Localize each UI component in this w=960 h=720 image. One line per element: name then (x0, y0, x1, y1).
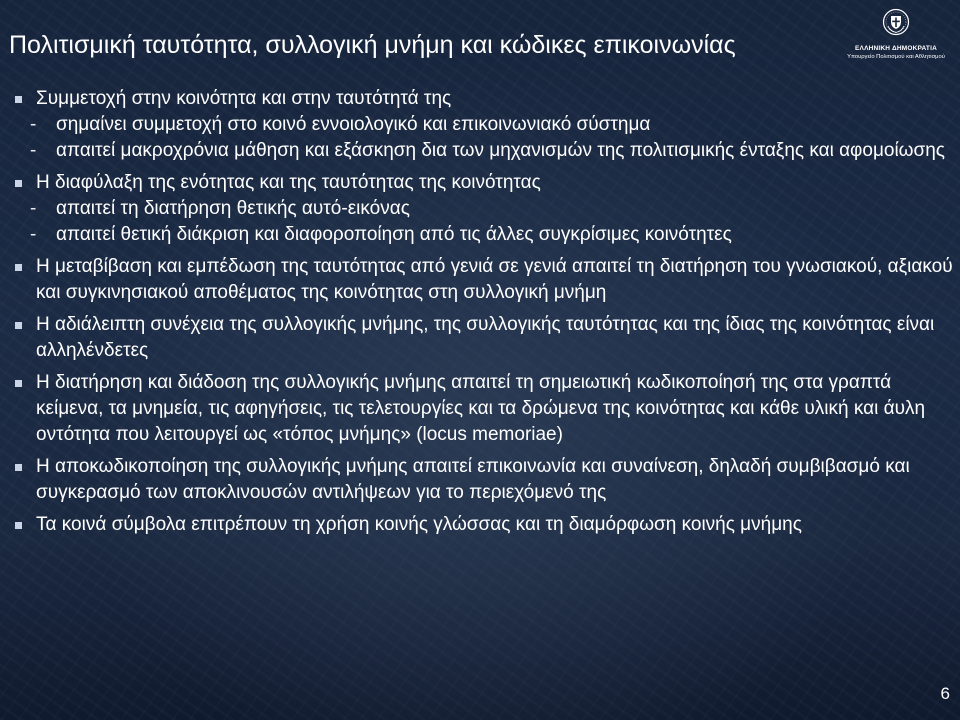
dash-bullet-icon: - (30, 224, 37, 245)
sub-bullet-text: απαιτεί μακροχρόνια μάθηση και εξάσκηση δια των μηχανισμών της πολιτισμικής ένταξης και αφομοίωσης (56, 140, 945, 161)
dash-bullet-icon: - (30, 114, 37, 135)
bullet-item (10, 86, 955, 112)
bullet-text: Η αποκωδικοποίηση της συλλογικής μνήμης απαιτεί επικοινωνία και συναίνεση, δηλαδή συμβιβασμό και συγκερασμό των αποκλινουσών αντιλήψεων για το περιεχόμενό της (36, 456, 910, 503)
sub-bullet-item (10, 138, 955, 164)
ministry-logo (838, 8, 954, 68)
page-number: 6 (940, 684, 950, 703)
sub-bullet-item (10, 196, 955, 222)
bullet-item (10, 370, 955, 448)
bullet-text: Η μεταβίβαση και εμπέδωση της ταυτότητας από γενιά σε γενιά απαιτεί τη διατήρηση του γνωσιακού, αξιακού και συγκινησιακού αποθέματος της κοινότητας στη συλλογική μνήμη (36, 256, 953, 303)
bullet-item (10, 254, 955, 306)
dash-bullet-icon: - (30, 198, 37, 219)
bullet-item (10, 512, 955, 538)
slide-title: Πολιτισμική ταυτότητα, συλλογική μνήμη και κώδικες επικοινωνίας (9, 31, 736, 59)
sub-bullet-text: απαιτεί τη διατήρηση θετικής αυτό-εικόνας (56, 198, 410, 219)
square-bullet-icon (15, 264, 22, 271)
bullet-text: Συμμετοχή στην κοινότητα και στην ταυτότητά της (36, 88, 452, 109)
square-bullet-icon (15, 464, 22, 471)
square-bullet-icon (15, 322, 22, 329)
slide-body (10, 86, 955, 538)
bullet-text: Η διατήρηση και διάδοση της συλλογικής μνήμης απαιτεί τη σημειωτική κωδικοποίησή της στα γραπτά κείμενα, τα μνημεία, τις αφηγήσεις, τις τελετουργίες και τα δρώμενα της κοινότητας και κάθε υλική και άυλη οντότητα που λειτουργεί ως «τόπος μνήμης» (locus memoriae) (36, 372, 926, 445)
sub-bullet-text: απαιτεί θετική διάκριση και διαφοροποίηση από τις άλλες συγκρίσιμες κοινότητες (56, 224, 732, 245)
logo-text-ministry: Υπουργείο Πολιτισμού και Αθλητισμού (847, 54, 945, 60)
square-bullet-icon (15, 380, 22, 387)
bullet-text: Η αδιάλειπτη συνέχεια της συλλογικής μνήμης, της συλλογικής ταυτότητας και της ίδιας της κοινότητας είναι αλληλένδετες (36, 314, 935, 361)
square-bullet-icon (15, 96, 22, 103)
hellenic-republic-emblem-icon (882, 8, 910, 36)
sub-bullet-item (10, 112, 955, 138)
bullet-item (10, 454, 955, 506)
bullet-item (10, 312, 955, 364)
dash-bullet-icon: - (30, 140, 37, 161)
square-bullet-icon (15, 522, 22, 529)
square-bullet-icon (15, 180, 22, 187)
bullet-text: Τα κοινά σύμβολα επιτρέπουν τη χρήση κοινής γλώσσας και τη διαμόρφωση κοινής μνήμης (36, 514, 802, 535)
sub-bullet-item (10, 222, 955, 248)
bullet-item (10, 170, 955, 196)
logo-text-state: ΕΛΛΗΝΙΚΗ ΔΗΜΟΚΡΑΤΙΑ (855, 45, 937, 52)
sub-bullet-text: σημαίνει συμμετοχή στο κοινό εννοιολογικό και επικοινωνιακό σύστημα (56, 114, 651, 135)
bullet-text: Η διαφύλαξη της ενότητας και της ταυτότητας της κοινότητας (36, 172, 541, 193)
